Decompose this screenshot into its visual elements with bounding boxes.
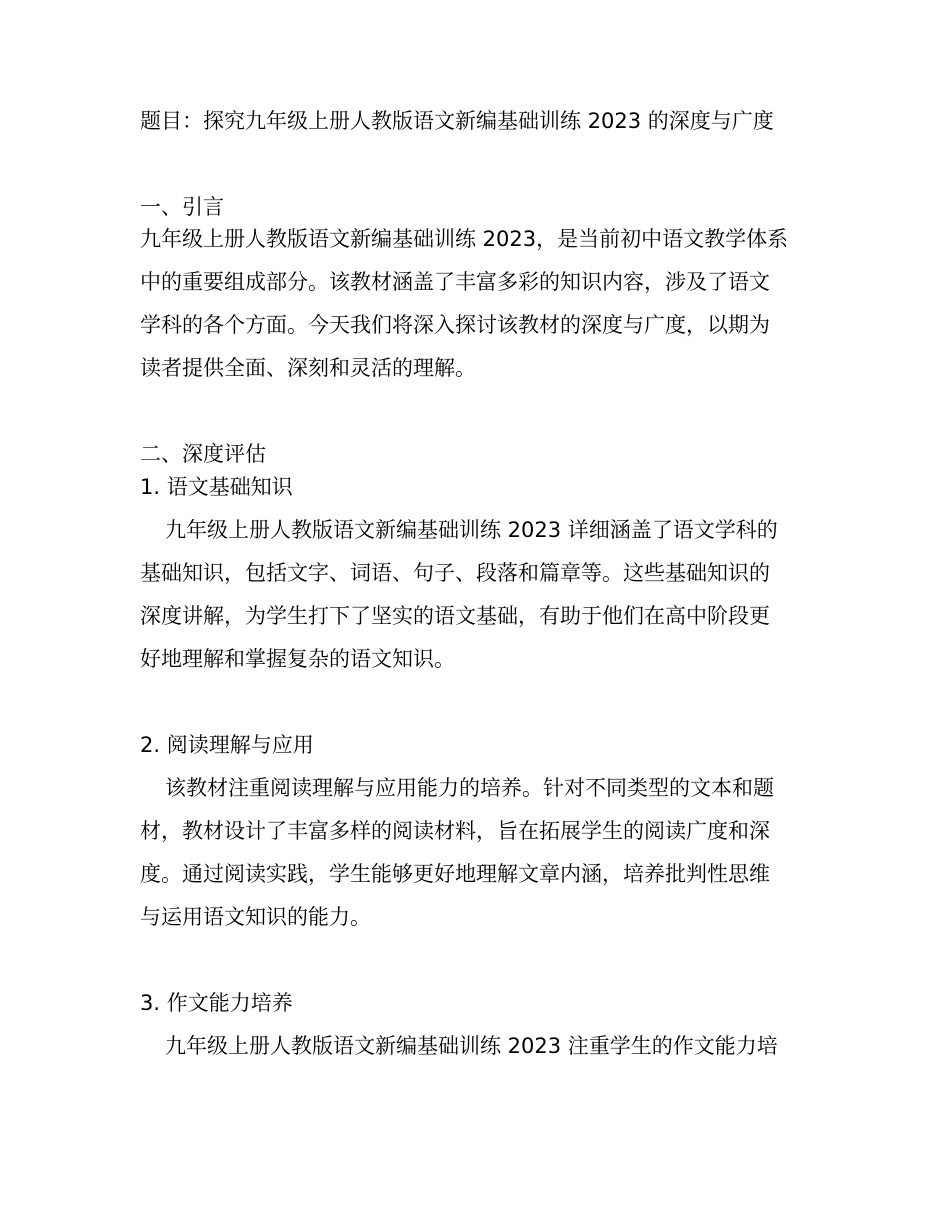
paragraph-line: 与运用语文知识的能力。 — [140, 905, 371, 929]
paragraph-line: 度。通过阅读实践，学生能够更好地理解文章内涵，培养批判性思维 — [140, 862, 770, 886]
section-depth-assessment — [140, 440, 812, 1060]
paragraph-line: 基础知识，包括文字、词语、句子、段落和篇章等。这些基础知识的 — [140, 561, 770, 585]
subsection-basic-knowledge — [140, 473, 812, 673]
section-introduction — [140, 193, 812, 382]
paragraph — [140, 225, 812, 382]
subsection-reading-comprehension — [140, 731, 812, 931]
paragraph-line: 该教材注重阅读理解与应用能力的培养。针对不同类型的文本和题 — [165, 776, 774, 800]
paragraph-line: 九年级上册人教版语文新编基础训练 2023 详细涵盖了语文学科的 — [165, 518, 778, 542]
paragraph-line: 九年级上册人教版语文新编基础训练 2023 注重学生的作文能力培 — [165, 1034, 778, 1058]
paragraph-line: 学科的各个方面。今天我们将深入探讨该教材的深度与广度，以期为 — [140, 313, 770, 337]
subsection-heading: 3. 作文能力培养 — [140, 991, 293, 1015]
document-body — [140, 107, 812, 1060]
paragraph-line: 材，教材设计了丰富多样的阅读材料，旨在拓展学生的阅读广度和深 — [140, 819, 770, 843]
subsection-heading: 1. 语文基础知识 — [140, 475, 293, 499]
section-heading: 二、深度评估 — [140, 442, 266, 466]
paragraph-line: 好地理解和掌握复杂的语文知识。 — [140, 647, 455, 671]
paragraph-line: 九年级上册人教版语文新编基础训练 2023，是当前初中语文教学体系 — [140, 227, 789, 251]
subsection-heading: 2. 阅读理解与应用 — [140, 733, 314, 757]
paragraph-line: 中的重要组成部分。该教材涵盖了丰富多彩的知识内容，涉及了语文 — [140, 270, 770, 294]
paragraph-line: 读者提供全面、深刻和灵活的理解。 — [140, 356, 476, 380]
subsection-writing-ability — [140, 989, 812, 1060]
paragraph-line: 深度讲解，为学生打下了坚实的语文基础，有助于他们在高中阶段更 — [140, 604, 770, 628]
section-heading: 一、引言 — [140, 195, 224, 219]
document-title: 题目：探究九年级上册人教版语文新编基础训练 2023 的深度与广度 — [140, 109, 774, 133]
